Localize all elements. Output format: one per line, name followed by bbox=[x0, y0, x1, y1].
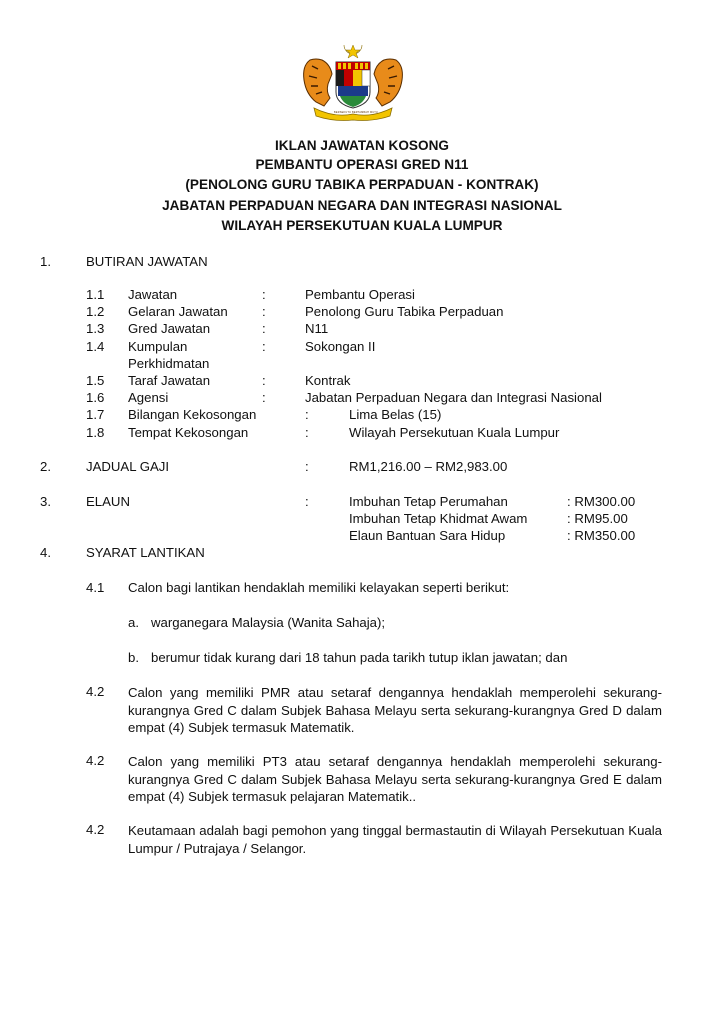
allowance-name: Imbuhan Tetap Khidmat Awam bbox=[349, 511, 528, 526]
requirement-priority-number: 4.2 bbox=[86, 822, 105, 837]
item-colon: : bbox=[305, 425, 309, 440]
section-4-title: SYARAT LANTIKAN bbox=[86, 545, 205, 560]
allowance-amount: : RM350.00 bbox=[567, 528, 636, 543]
section-1-number: 1. bbox=[40, 254, 51, 269]
coat-of-arms-motto: BERSEKUTU BERTAMBAH MUTU bbox=[334, 111, 379, 114]
item-value: Kontrak bbox=[305, 373, 351, 388]
item-colon: : bbox=[262, 304, 266, 319]
item-number: 1.3 bbox=[86, 321, 105, 336]
header-line-3: (PENOLONG GURU TABIKA PERPADUAN - KONTRAK) bbox=[185, 177, 539, 192]
item-colon: : bbox=[262, 287, 266, 302]
item-label: Jawatan bbox=[128, 287, 178, 302]
item-value: Pembantu Operasi bbox=[305, 287, 415, 302]
item-number: 1.1 bbox=[86, 287, 105, 302]
allowance-amount: : RM300.00 bbox=[567, 494, 636, 509]
section-2-number: 2. bbox=[40, 459, 51, 474]
item-number: 1.2 bbox=[86, 304, 105, 319]
item-value: Sokongan II bbox=[305, 339, 376, 354]
section-2-title: JADUAL GAJI bbox=[86, 459, 170, 474]
item-value: Lima Belas (15) bbox=[349, 407, 442, 422]
section-3-number: 3. bbox=[40, 494, 51, 509]
section-3-colon: : bbox=[305, 494, 309, 509]
requirement-sub-b-text: berumur tidak kurang dari 18 tahun pada tarikh tutup iklan jawatan; dan bbox=[151, 650, 568, 665]
coat-of-arms-emblem bbox=[300, 42, 406, 122]
requirement-sub-a-text: warganegara Malaysia (Wanita Sahaja); bbox=[151, 615, 386, 630]
item-number: 1.4 bbox=[86, 339, 105, 354]
requirement-pmr-text: Calon yang memiliki PMR atau setaraf dengannya hendaklah memperolehi sekurang-kurangnya Gred C dalam Subjek Bahasa Melayu serta sekurang-kurangnya Gred D dalam empat (4) Subjek termasuk Matematik. bbox=[128, 685, 662, 735]
item-colon: : bbox=[262, 373, 266, 388]
item-label: Agensi bbox=[128, 390, 169, 405]
header-line-2: PEMBANTU OPERASI GRED N11 bbox=[255, 157, 469, 172]
salary-range: RM1,216.00 – RM2,983.00 bbox=[349, 459, 508, 474]
item-colon: : bbox=[262, 390, 266, 405]
item-number: 1.6 bbox=[86, 390, 105, 405]
requirement-sub-a-label: a. bbox=[128, 615, 139, 630]
requirement-pt3-number: 4.2 bbox=[86, 753, 105, 768]
item-label: Tempat Kekosongan bbox=[128, 425, 249, 440]
header-line-1: IKLAN JAWATAN KOSONG bbox=[275, 138, 449, 153]
item-label: Gelaran Jawatan bbox=[128, 304, 228, 319]
item-label: Kumpulan bbox=[128, 339, 188, 354]
item-value: Penolong Guru Tabika Perpaduan bbox=[305, 304, 504, 319]
item-colon: : bbox=[262, 339, 266, 354]
requirement-pt3-text: Calon yang memiliki PT3 atau setaraf dengannya hendaklah memperolehi sekurang-kurangnya Gred C dalam Subjek Bahasa Melayu serta sekurang-kurangnya Gred E dalam empat (4) Subjek termasuk pelajaran Matematik.. bbox=[128, 754, 662, 804]
section-1-title: BUTIRAN JAWATAN bbox=[86, 254, 208, 269]
item-label: Gred Jawatan bbox=[128, 321, 211, 336]
item-number: 1.7 bbox=[86, 407, 105, 422]
allowance-name: Imbuhan Tetap Perumahan bbox=[349, 494, 508, 509]
item-number: 1.5 bbox=[86, 373, 105, 388]
section-3-title: ELAUN bbox=[86, 494, 130, 509]
requirement-4-1-text: Calon bagi lantikan hendaklah memiliki kelayakan seperti berikut: bbox=[128, 580, 510, 595]
header-line-5: WILAYAH PERSEKUTUAN KUALA LUMPUR bbox=[221, 218, 503, 233]
allowance-amount: : RM95.00 bbox=[567, 511, 628, 526]
item-value: N11 bbox=[305, 321, 329, 336]
section-2-colon: : bbox=[305, 459, 309, 474]
requirement-4-1-number: 4.1 bbox=[86, 580, 105, 595]
item-label: Bilangan Kekosongan bbox=[128, 407, 257, 422]
requirement-pmr-number: 4.2 bbox=[86, 684, 105, 699]
item-label-continued: Perkhidmatan bbox=[128, 356, 210, 371]
item-value: Jabatan Perpaduan Negara dan Integrasi Nasional bbox=[305, 390, 602, 405]
item-value: Wilayah Persekutuan Kuala Lumpur bbox=[349, 425, 560, 440]
item-label: Taraf Jawatan bbox=[128, 373, 211, 388]
item-number: 1.8 bbox=[86, 425, 105, 440]
item-colon: : bbox=[262, 321, 266, 336]
header-line-4: JABATAN PERPADUAN NEGARA DAN INTEGRASI NASIONAL bbox=[162, 198, 562, 213]
requirement-priority-text: Keutamaan adalah bagi pemohon yang tinggal bermastautin di Wilayah Persekutuan Kuala Lumpur / Putrajaya / Selangor. bbox=[128, 823, 662, 856]
allowance-name: Elaun Bantuan Sara Hidup bbox=[349, 528, 506, 543]
item-colon: : bbox=[305, 407, 309, 422]
section-4-number: 4. bbox=[40, 545, 51, 560]
requirement-sub-b-label: b. bbox=[128, 650, 139, 665]
